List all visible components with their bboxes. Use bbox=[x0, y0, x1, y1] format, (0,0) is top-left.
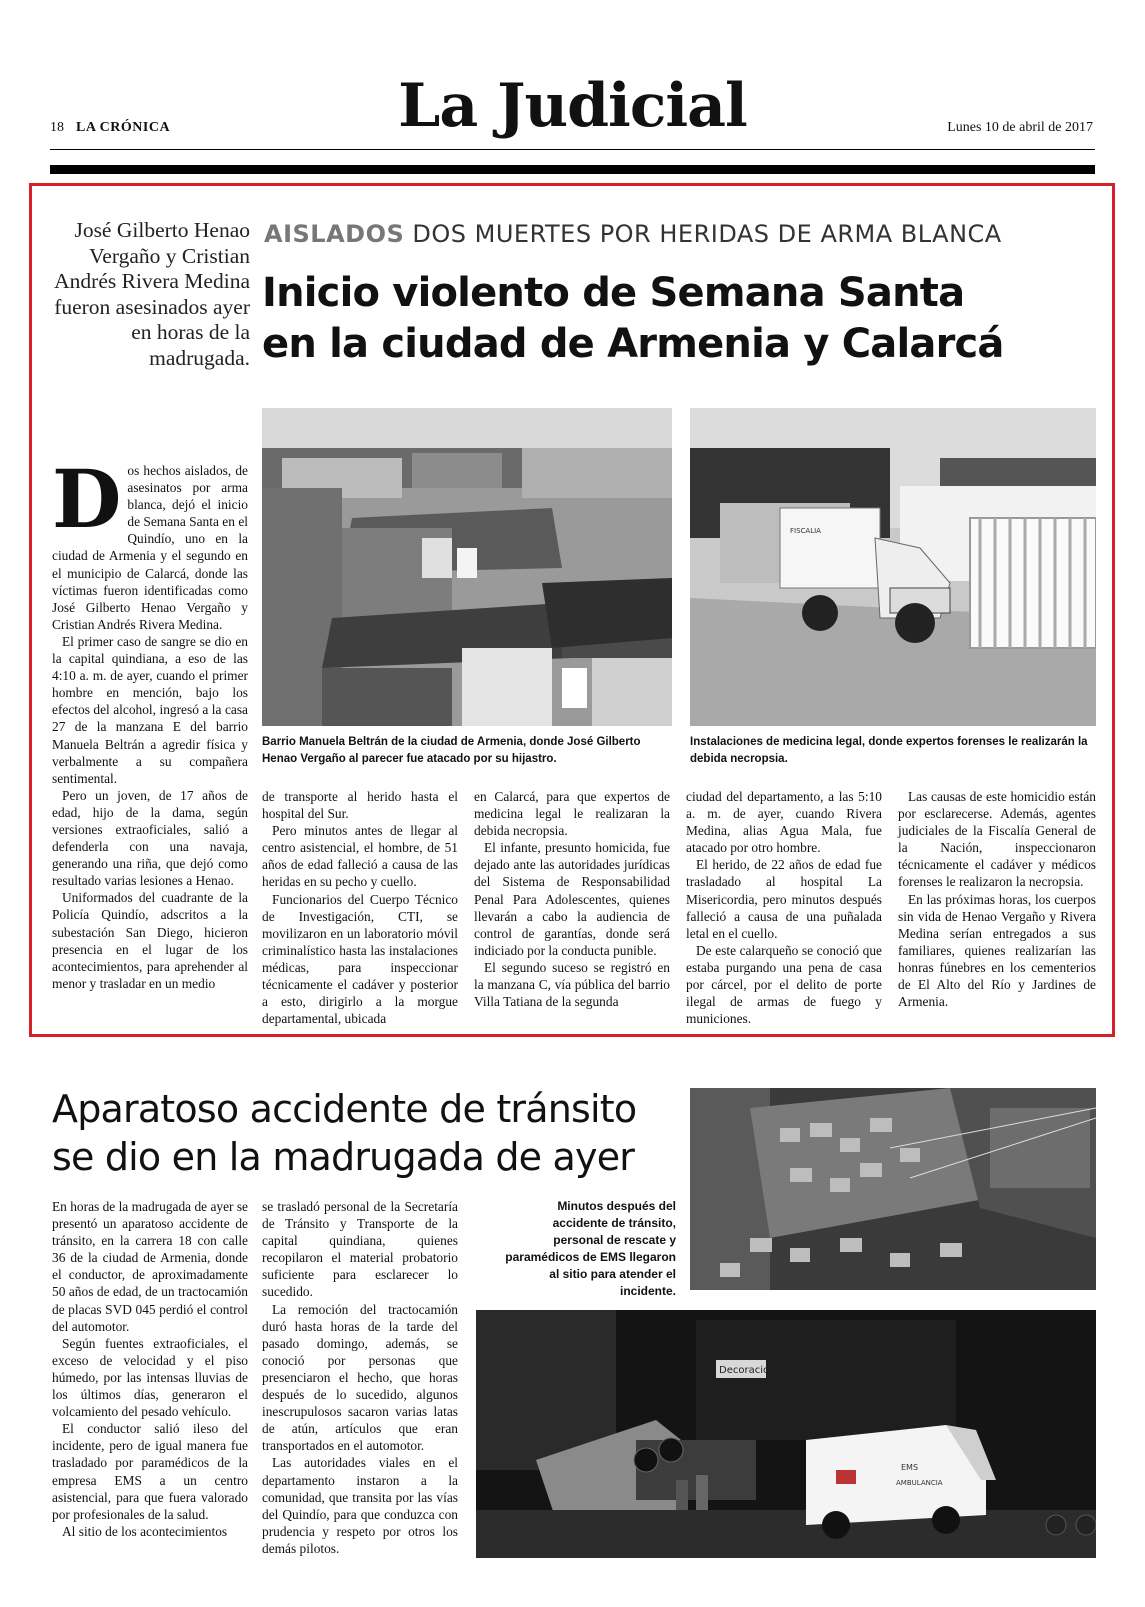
photo-caption: Instalaciones de medicina legal, donde expertos forenses le realizarán la debida necropsia. bbox=[690, 736, 1088, 765]
drop-cap: D bbox=[52, 452, 122, 546]
fiscalia-sign: FISCALIA bbox=[790, 527, 821, 535]
paragraph: En las próximas horas, los cuerpos sin vida de Henao Vergaño y Rivera Medina serían entregados a sus familiares, quienes realizarían las honras fúnebres en los cementerios de El Alto del Río y Jardines de Armenia. bbox=[898, 891, 1096, 1010]
shop-sign: Decoraciones bbox=[719, 1365, 787, 1376]
paragraph: El conductor salió ileso del incidente, pero de igual manera fue trasladado por paramédicos de la empresa EMS a un centro asistencial, para que fuera valorado por profesionales de la salud. bbox=[52, 1421, 248, 1522]
paragraph: ciudad del departamento, a las 5:10 a. m. de ayer, cuando Rivera Medina, alias Agua Mala, fue atacado por otro hombre. bbox=[686, 789, 882, 856]
paragraph: El segundo suceso se registró en la manzana C, vía pública del barrio Villa Tatiana de la segunda bbox=[474, 959, 670, 1010]
headline-line: en la ciudad de Armenia y Calarcá bbox=[262, 321, 1004, 367]
headline-line: se dio en la madrugada de ayer bbox=[52, 1135, 635, 1179]
paragraph: El primer caso de sangre se dio en la capital quindiana, a eso de las 4:10 a. m. de ayer, cuando el primer hombre en mención, bajo los efectos del alcohol, ingresó a la casa 27 de la manzana E del barrio Manuela Beltrán a agredir física y verbalmente a su compañera sentimental. bbox=[52, 633, 248, 786]
paragraph: Funcionarios del Cuerpo Técnico de Investigación, CTI, se movilizaron en un laboratorio móvil criminalístico hasta las instalaciones médicas, para inspeccionar técnicamente el cadáver y posterior a esto, dirigirlo a la morgue departamental, ubicada bbox=[262, 891, 458, 1027]
story2-column-2 bbox=[262, 1198, 458, 1557]
story1-column-5 bbox=[898, 788, 1096, 1010]
issue-date: Lunes 10 de abril de 2017 bbox=[947, 120, 1093, 135]
overturned-truck-photo bbox=[690, 1088, 1096, 1290]
story1-headline bbox=[262, 268, 1102, 370]
story1-kicker bbox=[264, 220, 1002, 248]
story1-column-2 bbox=[262, 788, 458, 1027]
paragraph: se trasladó personal de la Secretaría de Tránsito y Transporte de la capital quindiana, quienes recopilaron el material probatorio suficiente para esclarecer lo sucedido. bbox=[262, 1199, 458, 1300]
story1-column-1 bbox=[52, 452, 248, 992]
paragraph: En horas de la madrugada de ayer se presentó un aparatoso accidente de tránsito, en la carrera 18 con calle 36 de la ciudad de Armenia, donde el conductor, de aproximadamente 50 años de edad, de un tractocamión de placas SVD 045 perdió el control del automotor. bbox=[52, 1199, 248, 1334]
paragraph: El herido, de 22 años de edad fue trasladado al hospital La Misericordia, pero minutos después falleció a causa de una puñalada letal en el cuello. bbox=[686, 857, 882, 941]
photo-caption: Barrio Manuela Beltrán de la ciudad de Armenia, donde José Gilberto Henao Vergaño al parecer fue atacado por su hijastro. bbox=[262, 736, 641, 765]
story1-column-3 bbox=[474, 788, 670, 1010]
kicker-label: AISLADOS bbox=[264, 220, 405, 248]
paragraph: El infante, presunto homicida, fue dejado ante las autoridades jurídicas del Sistema de Responsabilidad Penal Para Adolescentes, quienes llevarán a cabo la audiencia de control de garantías, donde será indiciado por la conducta punible. bbox=[474, 840, 670, 958]
paragraph: Dos hechos aislados, de asesinatos por arma blanca, dejó el inicio de Semana Santa en el Quindío, uno en la ciudad de Armenia y el segundo en el municipio de Calarcá, donde las víctimas fueron identificadas como José Gilberto Henao Vergaño y Cristian Andrés Rivera Medina. bbox=[52, 452, 248, 632]
paragraph: en Calarcá, para que expertos de medicina legal le realizaran la debida necropsia. bbox=[474, 789, 670, 839]
paragraph: Pero un joven, de 17 años de edad, hijo de la dama, según versiones extraoficiales, salió a defenderla con una navaja, generando una riña, que dejó como resultado varias lesiones a Henao. bbox=[52, 787, 248, 889]
story1-deck: José Gilberto Henao Vergaño y Cristian Andrés Rivera Medina fueron asesinados ayer en horas de la madrugada. bbox=[54, 218, 250, 370]
paragraph: La remoción del tractocamión duró hasta horas de la tarde del pasado domingo, además, se conoció por personas que presenciaron el hecho, que horas después de lo sucedido, algunos inescrupulosos sacaron varias latas de atún, artículos que eran transportados en el automotor. bbox=[262, 1301, 458, 1454]
paragraph: De este calarqueño se conoció que estaba purgando una pena de casa por cárcel, por el delito de porte ilegal de armas de fuego y municiones. bbox=[686, 942, 882, 1027]
paragraph: Según fuentes extraoficiales, el exceso de velocidad y el piso húmedo, por las intensas lluvias de los últimos días, generaron el volcamiento del pesado vehículo. bbox=[52, 1335, 248, 1420]
paragraph: Pero minutos antes de llegar al centro asistencial, el hombre, de 51 años de edad falleció a causa de las heridas en su pecho y cuello. bbox=[262, 823, 458, 890]
ems-text: EMS bbox=[901, 1463, 919, 1472]
paragraph: Al sitio de los acontecimientos bbox=[62, 1523, 228, 1539]
forensic-truck-photo bbox=[690, 408, 1096, 726]
header-rule bbox=[50, 149, 1095, 150]
story2-column-1 bbox=[52, 1198, 248, 1540]
neighborhood-photo bbox=[262, 408, 672, 726]
paragraph: Uniformados del cuadrante de la Policía Quindío, adscritos a la subestación San Diego, hicieron presencia en el lugar de los acontecimientos, para aprehender al menor y trasladar en un medio bbox=[52, 890, 248, 991]
paragraph: Las causas de este homicidio están por esclarecerse. Además, agentes judiciales de la Fiscalía General de la Nación, inspeccionaron técnicamente el cadáver y médicos forenses le realizaron la necropsia. bbox=[898, 789, 1096, 890]
story1-column-4 bbox=[686, 788, 882, 1027]
paragraph: Las autoridades viales en el departamento instaron a la comunidad, que transita por las vías del Quindío, para que conduzca con prudencia y respeto por otros los demás pilotos. bbox=[262, 1455, 458, 1556]
kicker-text: DOS MUERTES POR HERIDAS DE ARMA BLANCA bbox=[412, 220, 1002, 248]
page-number: 18 bbox=[50, 120, 64, 135]
newspaper-name: LA CRÓNICA bbox=[76, 120, 171, 135]
headline-line: Aparatoso accidente de tránsito bbox=[52, 1087, 637, 1131]
photo-caption: Minutos después del accidente de tránsito, personal de rescate y paramédicos de EMS llegaron al sitio para atender el incidente. bbox=[505, 1199, 676, 1298]
section-title: La Judicial bbox=[398, 71, 747, 141]
ambulance-text: AMBULANCIA bbox=[896, 1479, 943, 1487]
ambulance-night-photo bbox=[476, 1310, 1096, 1558]
story2-headline bbox=[52, 1085, 692, 1181]
headline-line: Inicio violento de Semana Santa bbox=[262, 270, 965, 316]
header-bar bbox=[50, 165, 1095, 174]
paragraph: de transporte al herido hasta el hospital del Sur. bbox=[262, 789, 458, 822]
